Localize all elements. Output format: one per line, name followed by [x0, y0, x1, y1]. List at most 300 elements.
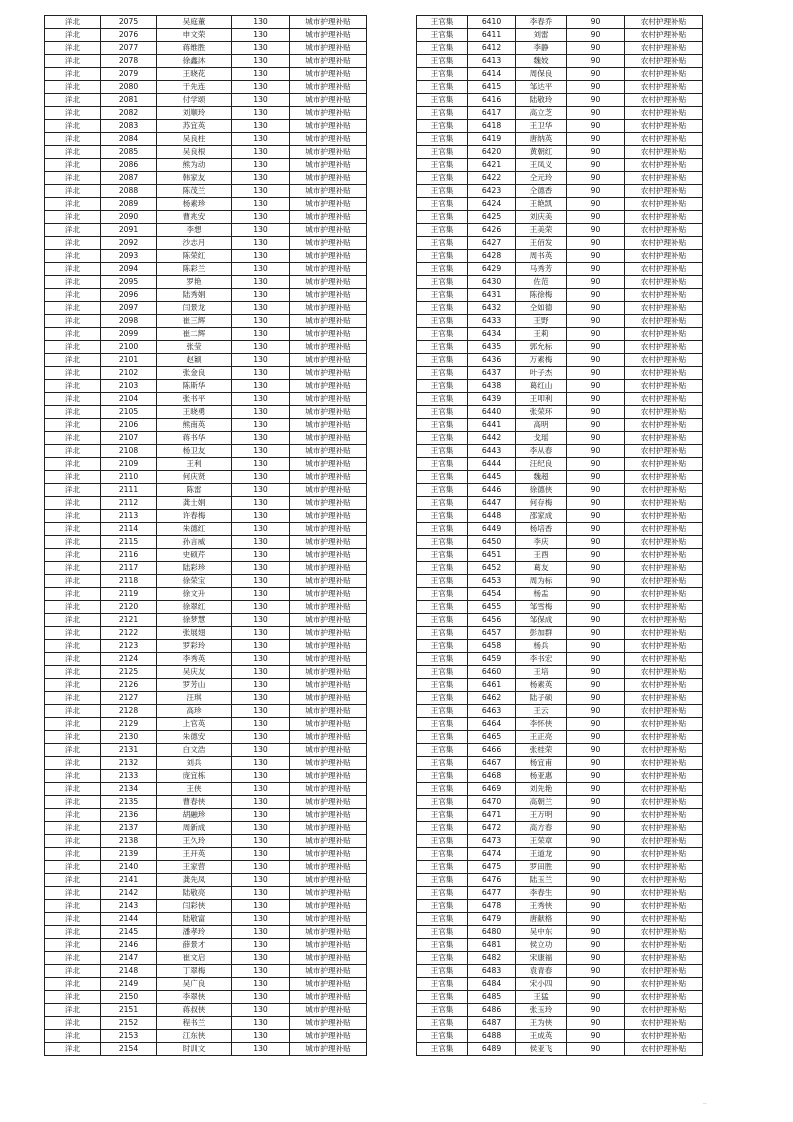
- amount-cell: 90: [567, 926, 625, 939]
- number-cell: 2078: [101, 55, 157, 68]
- table-row: [417, 393, 703, 406]
- amount-cell: 130: [232, 692, 290, 705]
- type-cell: 城市护理补贴: [290, 666, 367, 679]
- number-cell: 6486: [468, 1004, 516, 1017]
- number-cell: 6413: [468, 55, 516, 68]
- name-cell: 龚士娟: [157, 497, 232, 510]
- number-cell: 2133: [101, 770, 157, 783]
- left-table-body: [45, 16, 367, 1056]
- area-cell: 洋北: [45, 627, 101, 640]
- name-cell: 王开英: [157, 848, 232, 861]
- type-cell: 城市护理补贴: [290, 1017, 367, 1030]
- amount-cell: 90: [567, 835, 625, 848]
- type-cell: 城市护理补贴: [290, 601, 367, 614]
- number-cell: 2076: [101, 29, 157, 42]
- amount-cell: 90: [567, 549, 625, 562]
- name-cell: 邹雪梅: [516, 601, 567, 614]
- name-cell: 袁青春: [516, 965, 567, 978]
- name-cell: 陈彩兰: [157, 263, 232, 276]
- type-cell: 农村护理补贴: [625, 887, 703, 900]
- area-cell: 王官集: [417, 614, 468, 627]
- type-cell: 城市护理补贴: [290, 679, 367, 692]
- table-row: [417, 341, 703, 354]
- name-cell: 魏姣: [516, 55, 567, 68]
- name-cell: 王利: [157, 458, 232, 471]
- amount-cell: 90: [567, 614, 625, 627]
- number-cell: 6438: [468, 380, 516, 393]
- area-cell: 王官集: [417, 575, 468, 588]
- amount-cell: 130: [232, 952, 290, 965]
- name-cell: 罗芳山: [157, 679, 232, 692]
- left-subsidy-table: [44, 15, 367, 1056]
- amount-cell: 90: [567, 939, 625, 952]
- table-row: [45, 614, 367, 627]
- name-cell: 周新成: [157, 822, 232, 835]
- type-cell: 农村护理补贴: [625, 536, 703, 549]
- table-row: [45, 380, 367, 393]
- table-row: [45, 276, 367, 289]
- type-cell: 农村护理补贴: [625, 432, 703, 445]
- name-cell: 王道龙: [516, 848, 567, 861]
- type-cell: 城市护理补贴: [290, 835, 367, 848]
- name-cell: 陆彩珍: [157, 562, 232, 575]
- area-cell: 王官集: [417, 991, 468, 1004]
- table-row: [417, 926, 703, 939]
- name-cell: 何存梅: [516, 497, 567, 510]
- table-row: [45, 224, 367, 237]
- number-cell: 6422: [468, 172, 516, 185]
- amount-cell: 90: [567, 419, 625, 432]
- type-cell: 城市护理补贴: [290, 913, 367, 926]
- type-cell: 农村护理补贴: [625, 627, 703, 640]
- area-cell: 洋北: [45, 848, 101, 861]
- type-cell: 城市护理补贴: [290, 952, 367, 965]
- area-cell: 洋北: [45, 120, 101, 133]
- table-row: [417, 94, 703, 107]
- number-cell: 6447: [468, 497, 516, 510]
- table-row: [45, 328, 367, 341]
- number-cell: 2146: [101, 939, 157, 952]
- type-cell: 农村护理补贴: [625, 445, 703, 458]
- number-cell: 6431: [468, 289, 516, 302]
- area-cell: 洋北: [45, 341, 101, 354]
- amount-cell: 130: [232, 835, 290, 848]
- table-row: [45, 1030, 367, 1043]
- amount-cell: 90: [567, 770, 625, 783]
- name-cell: 吴庆友: [157, 666, 232, 679]
- number-cell: 2148: [101, 965, 157, 978]
- type-cell: 城市护理补贴: [290, 237, 367, 250]
- area-cell: 洋北: [45, 289, 101, 302]
- number-cell: 6418: [468, 120, 516, 133]
- amount-cell: 130: [232, 575, 290, 588]
- name-cell: 侯亚飞: [516, 1043, 567, 1056]
- name-cell: 程书兰: [157, 1017, 232, 1030]
- number-cell: 6461: [468, 679, 516, 692]
- amount-cell: 130: [232, 94, 290, 107]
- table-row: [417, 380, 703, 393]
- name-cell: 于先连: [157, 81, 232, 94]
- table-row: [45, 549, 367, 562]
- type-cell: 农村护理补贴: [625, 692, 703, 705]
- number-cell: 2129: [101, 718, 157, 731]
- number-cell: 6456: [468, 614, 516, 627]
- type-cell: 农村护理补贴: [625, 1017, 703, 1030]
- area-cell: 王官集: [417, 198, 468, 211]
- name-cell: 闫彩侠: [157, 900, 232, 913]
- name-cell: 王秀侠: [516, 900, 567, 913]
- amount-cell: 90: [567, 952, 625, 965]
- name-cell: 蒋书华: [157, 432, 232, 445]
- type-cell: 农村护理补贴: [625, 341, 703, 354]
- amount-cell: 90: [567, 120, 625, 133]
- type-cell: 城市护理补贴: [290, 705, 367, 718]
- table-row: [417, 302, 703, 315]
- table-row: [417, 315, 703, 328]
- name-cell: 杨兵: [516, 640, 567, 653]
- number-cell: 2124: [101, 653, 157, 666]
- type-cell: 城市护理补贴: [290, 94, 367, 107]
- area-cell: 洋北: [45, 458, 101, 471]
- amount-cell: 90: [567, 94, 625, 107]
- type-cell: 农村护理补贴: [625, 289, 703, 302]
- type-cell: 农村护理补贴: [625, 16, 703, 29]
- name-cell: 李怀侠: [516, 718, 567, 731]
- table-row: [45, 796, 367, 809]
- type-cell: 城市护理补贴: [290, 250, 367, 263]
- amount-cell: 90: [567, 978, 625, 991]
- amount-cell: 90: [567, 471, 625, 484]
- area-cell: 洋北: [45, 861, 101, 874]
- amount-cell: 130: [232, 419, 290, 432]
- number-cell: 6445: [468, 471, 516, 484]
- amount-cell: 90: [567, 900, 625, 913]
- table-row: [417, 809, 703, 822]
- table-row: [45, 653, 367, 666]
- area-cell: 王官集: [417, 341, 468, 354]
- number-cell: 6423: [468, 185, 516, 198]
- area-cell: 王官集: [417, 588, 468, 601]
- type-cell: 城市护理补贴: [290, 965, 367, 978]
- number-cell: 2141: [101, 874, 157, 887]
- type-cell: 城市护理补贴: [290, 68, 367, 81]
- number-cell: 2086: [101, 159, 157, 172]
- number-cell: 6442: [468, 432, 516, 445]
- table-row: [417, 965, 703, 978]
- type-cell: 农村护理补贴: [625, 705, 703, 718]
- table-row: [45, 848, 367, 861]
- table-row: [45, 770, 367, 783]
- name-cell: 丁翠梅: [157, 965, 232, 978]
- amount-cell: 130: [232, 432, 290, 445]
- number-cell: 2100: [101, 341, 157, 354]
- name-cell: 王荣章: [516, 835, 567, 848]
- area-cell: 王官集: [417, 55, 468, 68]
- amount-cell: 90: [567, 185, 625, 198]
- number-cell: 6484: [468, 978, 516, 991]
- amount-cell: 130: [232, 783, 290, 796]
- type-cell: 农村护理补贴: [625, 484, 703, 497]
- name-cell: 周为标: [516, 575, 567, 588]
- number-cell: 2120: [101, 601, 157, 614]
- table-row: [417, 796, 703, 809]
- table-row: [417, 289, 703, 302]
- area-cell: 洋北: [45, 1043, 101, 1056]
- area-cell: 王官集: [417, 549, 468, 562]
- area-cell: 洋北: [45, 718, 101, 731]
- name-cell: 王培: [516, 666, 567, 679]
- table-row: [417, 718, 703, 731]
- area-cell: 洋北: [45, 263, 101, 276]
- number-cell: 2094: [101, 263, 157, 276]
- number-cell: 2152: [101, 1017, 157, 1030]
- table-row: [417, 133, 703, 146]
- amount-cell: 130: [232, 458, 290, 471]
- name-cell: 朱德红: [157, 523, 232, 536]
- name-cell: 王家营: [157, 861, 232, 874]
- name-cell: 吴中东: [516, 926, 567, 939]
- amount-cell: 90: [567, 159, 625, 172]
- number-cell: 2090: [101, 211, 157, 224]
- table-row: [45, 575, 367, 588]
- table-row: [417, 120, 703, 133]
- number-cell: 6460: [468, 666, 516, 679]
- area-cell: 王官集: [417, 874, 468, 887]
- name-cell: 郭允标: [516, 341, 567, 354]
- amount-cell: 90: [567, 198, 625, 211]
- area-cell: 王官集: [417, 640, 468, 653]
- area-cell: 王官集: [417, 354, 468, 367]
- area-cell: 洋北: [45, 666, 101, 679]
- table-row: [45, 107, 367, 120]
- area-cell: 洋北: [45, 679, 101, 692]
- number-cell: 6477: [468, 887, 516, 900]
- type-cell: 城市护理补贴: [290, 406, 367, 419]
- table-row: [417, 575, 703, 588]
- area-cell: 王官集: [417, 237, 468, 250]
- amount-cell: 130: [232, 55, 290, 68]
- number-cell: 2143: [101, 900, 157, 913]
- area-cell: 洋北: [45, 237, 101, 250]
- table-row: [417, 107, 703, 120]
- table-row: [45, 926, 367, 939]
- table-row: [417, 185, 703, 198]
- amount-cell: 90: [567, 692, 625, 705]
- number-cell: 6488: [468, 1030, 516, 1043]
- type-cell: 城市护理补贴: [290, 900, 367, 913]
- type-cell: 城市护理补贴: [290, 627, 367, 640]
- type-cell: 农村护理补贴: [625, 731, 703, 744]
- amount-cell: 90: [567, 991, 625, 1004]
- table-row: [45, 16, 367, 29]
- table-row: [417, 419, 703, 432]
- name-cell: 杨素珍: [157, 198, 232, 211]
- amount-cell: 130: [232, 224, 290, 237]
- number-cell: 6467: [468, 757, 516, 770]
- name-cell: 刘雷: [516, 29, 567, 42]
- amount-cell: 90: [567, 861, 625, 874]
- amount-cell: 90: [567, 601, 625, 614]
- table-row: [45, 445, 367, 458]
- area-cell: 王官集: [417, 601, 468, 614]
- area-cell: 王官集: [417, 822, 468, 835]
- right-table-body: [417, 16, 703, 1056]
- table-row: [45, 1043, 367, 1056]
- area-cell: 王官集: [417, 497, 468, 510]
- type-cell: 城市护理补贴: [290, 991, 367, 1004]
- number-cell: 2092: [101, 237, 157, 250]
- number-cell: 2151: [101, 1004, 157, 1017]
- number-cell: 6469: [468, 783, 516, 796]
- type-cell: 农村护理补贴: [625, 1030, 703, 1043]
- type-cell: 农村护理补贴: [625, 237, 703, 250]
- area-cell: 洋北: [45, 965, 101, 978]
- name-cell: 王为侠: [516, 1017, 567, 1030]
- number-cell: 6464: [468, 718, 516, 731]
- area-cell: 洋北: [45, 250, 101, 263]
- table-row: [417, 432, 703, 445]
- name-cell: 唐献格: [516, 913, 567, 926]
- number-cell: 6420: [468, 146, 516, 159]
- area-cell: 王官集: [417, 913, 468, 926]
- name-cell: 邵家成: [516, 510, 567, 523]
- name-cell: 何庆贤: [157, 471, 232, 484]
- amount-cell: 90: [567, 588, 625, 601]
- name-cell: 赵颖: [157, 354, 232, 367]
- number-cell: 6435: [468, 341, 516, 354]
- table-row: [417, 276, 703, 289]
- number-cell: 2111: [101, 484, 157, 497]
- table-row: [45, 42, 367, 55]
- table-row: [45, 81, 367, 94]
- number-cell: 6458: [468, 640, 516, 653]
- type-cell: 农村护理补贴: [625, 159, 703, 172]
- amount-cell: 90: [567, 354, 625, 367]
- amount-cell: 90: [567, 341, 625, 354]
- area-cell: 王官集: [417, 653, 468, 666]
- name-cell: 李静: [516, 42, 567, 55]
- type-cell: 农村护理补贴: [625, 783, 703, 796]
- amount-cell: 130: [232, 965, 290, 978]
- type-cell: 城市护理补贴: [290, 718, 367, 731]
- name-cell: 许春梅: [157, 510, 232, 523]
- amount-cell: 90: [567, 575, 625, 588]
- amount-cell: 130: [232, 536, 290, 549]
- type-cell: 城市护理补贴: [290, 484, 367, 497]
- table-row: [45, 692, 367, 705]
- number-cell: 2135: [101, 796, 157, 809]
- area-cell: 王官集: [417, 393, 468, 406]
- type-cell: 农村护理补贴: [625, 146, 703, 159]
- amount-cell: 130: [232, 328, 290, 341]
- name-cell: 吴庭董: [157, 16, 232, 29]
- amount-cell: 90: [567, 367, 625, 380]
- table-row: [417, 731, 703, 744]
- type-cell: 城市护理补贴: [290, 731, 367, 744]
- name-cell: 徐翠红: [157, 601, 232, 614]
- table-row: [45, 679, 367, 692]
- name-cell: 吴良柱: [157, 133, 232, 146]
- table-row: [417, 484, 703, 497]
- name-cell: 王莉: [516, 328, 567, 341]
- area-cell: 王官集: [417, 861, 468, 874]
- table-row: [417, 354, 703, 367]
- type-cell: 城市护理补贴: [290, 159, 367, 172]
- amount-cell: 90: [567, 1004, 625, 1017]
- amount-cell: 90: [567, 627, 625, 640]
- number-cell: 2118: [101, 575, 157, 588]
- name-cell: 宋康福: [516, 952, 567, 965]
- table-row: [417, 1017, 703, 1030]
- number-cell: 2079: [101, 68, 157, 81]
- area-cell: 洋北: [45, 419, 101, 432]
- amount-cell: 130: [232, 744, 290, 757]
- type-cell: 城市护理补贴: [290, 419, 367, 432]
- type-cell: 农村护理补贴: [625, 81, 703, 94]
- number-cell: 2106: [101, 419, 157, 432]
- area-cell: 洋北: [45, 276, 101, 289]
- amount-cell: 90: [567, 1030, 625, 1043]
- amount-cell: 130: [232, 198, 290, 211]
- amount-cell: 90: [567, 757, 625, 770]
- number-cell: 6465: [468, 731, 516, 744]
- name-cell: 张桂荣: [516, 744, 567, 757]
- number-cell: 2084: [101, 133, 157, 146]
- number-cell: 2113: [101, 510, 157, 523]
- amount-cell: 130: [232, 302, 290, 315]
- number-cell: 6443: [468, 445, 516, 458]
- number-cell: 6470: [468, 796, 516, 809]
- number-cell: 6412: [468, 42, 516, 55]
- number-cell: 2122: [101, 627, 157, 640]
- type-cell: 农村护理补贴: [625, 406, 703, 419]
- amount-cell: 130: [232, 926, 290, 939]
- number-cell: 2098: [101, 315, 157, 328]
- number-cell: 2107: [101, 432, 157, 445]
- amount-cell: 90: [567, 705, 625, 718]
- name-cell: 白文浩: [157, 744, 232, 757]
- name-cell: 付学颂: [157, 94, 232, 107]
- amount-cell: 90: [567, 211, 625, 224]
- area-cell: 王官集: [417, 419, 468, 432]
- name-cell: 熊为动: [157, 159, 232, 172]
- name-cell: 沙志月: [157, 237, 232, 250]
- number-cell: 2126: [101, 679, 157, 692]
- name-cell: 陆敬富: [157, 913, 232, 926]
- amount-cell: 130: [232, 107, 290, 120]
- table-row: [417, 913, 703, 926]
- area-cell: 洋北: [45, 445, 101, 458]
- name-cell: 唐纳英: [516, 133, 567, 146]
- area-cell: 王官集: [417, 172, 468, 185]
- number-cell: 6449: [468, 523, 516, 536]
- area-cell: 王官集: [417, 224, 468, 237]
- name-cell: 申文荣: [157, 29, 232, 42]
- amount-cell: 90: [567, 68, 625, 81]
- number-cell: 2104: [101, 393, 157, 406]
- number-cell: 6444: [468, 458, 516, 471]
- name-cell: 张玉玲: [516, 1004, 567, 1017]
- area-cell: 洋北: [45, 484, 101, 497]
- name-cell: 万素梅: [516, 354, 567, 367]
- amount-cell: 130: [232, 809, 290, 822]
- number-cell: 2131: [101, 744, 157, 757]
- amount-cell: 130: [232, 497, 290, 510]
- table-row: [45, 198, 367, 211]
- area-cell: 洋北: [45, 432, 101, 445]
- type-cell: 农村护理补贴: [625, 757, 703, 770]
- number-cell: 6454: [468, 588, 516, 601]
